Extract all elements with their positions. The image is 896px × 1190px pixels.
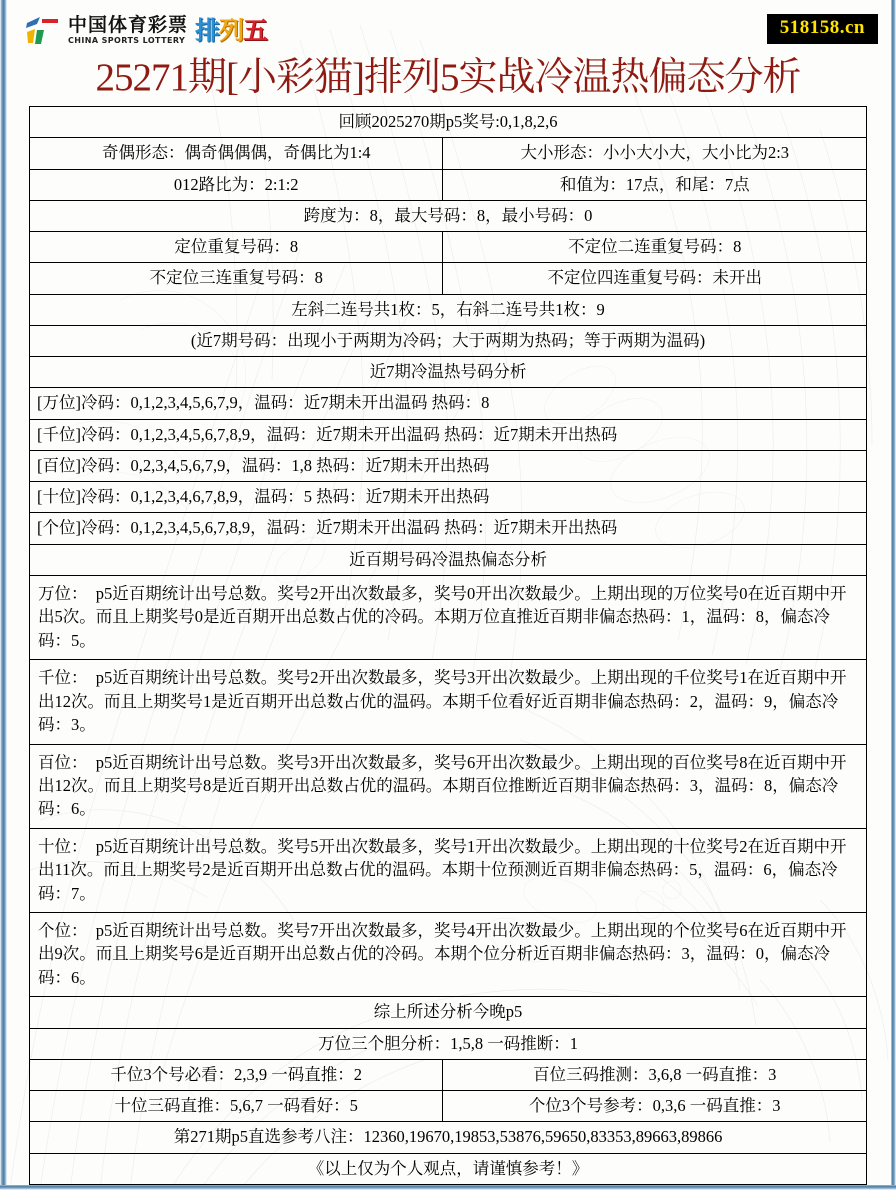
seven-period-shi: [十位]冷码：0,1,2,3,4,6,7,8,9，温码：5 热码：近7期未开出热码 [30, 482, 867, 513]
table-row-repeat-1 [30, 232, 867, 263]
seven-period-qian: [千位]冷码：0,1,2,3,4,5,6,7,8,9，温码：近7期未开出温码 热码：近7期未开出热码 [30, 419, 867, 450]
cold-warm-hot-definition: (近7期号码：出现小于两期为冷码；大于两期为热码；等于两期为温码) [30, 325, 867, 356]
disclaimer-text: 《以上仅为个人观点，请谨慎参考！》 [30, 1153, 867, 1184]
section-title-seven-period: 近7期冷温热号码分析 [30, 357, 867, 388]
seven-period-wan: [万位]冷码：0,1,2,3,4,5,6,7,9，温码：近7期未开出温码 热码：8 [30, 388, 867, 419]
pailie5-wordmark [195, 15, 268, 45]
unfixed-three-repeat-number: 不定位三连重复号码：8 [30, 263, 443, 294]
summary-ge: 个位3个号参考：0,3,6 一码直推：3 [443, 1091, 867, 1122]
right-border-strip [891, 0, 896, 1190]
bottom-border-strip [0, 1185, 896, 1190]
china-sports-lottery-logo [24, 11, 267, 49]
table-row-span [30, 200, 867, 231]
table-row-seven-bai [30, 450, 867, 481]
hundred-period-ge: 个位： p5近百期统计出号总数。奖号7开出次数最多，奖号4开出次数最少。上期出现的个位奖号6在近百期中开出9次。而且上期奖号6是近百期开出总数占优的冷码。本期个位分析近百期非偏态热码：3，温码：0，偏态冷码：6。 [30, 913, 867, 997]
span-value: 跨度为：8，最大号码：8，最小号码：0 [30, 200, 867, 231]
direct-pick-reference: 第271期p5直选参考八注：12360,19670,19853,53876,59650,83353,89663,89866 [30, 1122, 867, 1153]
table-row-repeat-2 [30, 263, 867, 294]
table-row-diagonal [30, 294, 867, 325]
table-row-shape [30, 138, 867, 169]
table-row-section-seven [30, 357, 867, 388]
table-row-hundred-ge [30, 913, 867, 997]
wordmark-char-1: 排 [195, 15, 220, 45]
table-row-seven-shi [30, 482, 867, 513]
site-url-badge: 518158.cn [767, 14, 878, 44]
lottery-emblem-icon [24, 13, 64, 47]
table-row-summary-qian-bai [30, 1059, 867, 1090]
table-row-definition [30, 325, 867, 356]
table-row-section-summary [30, 997, 867, 1028]
logo-text-block [68, 13, 189, 45]
sum-value: 和值为：17点，和尾：7点 [443, 169, 867, 200]
fixed-repeat-number: 定位重复号码：8 [30, 232, 443, 263]
table-row-hundred-bai [30, 744, 867, 828]
logo-english-name: CHINA SPORTS LOTTERY [68, 35, 186, 45]
summary-qian: 千位3个号必看：2,3,9 一码直推：2 [30, 1059, 443, 1090]
table-row-seven-qian [30, 419, 867, 450]
unfixed-two-repeat-number: 不定位二连重复号码：8 [443, 232, 867, 263]
hundred-period-wan: 万位： p5近百期统计出号总数。奖号2开出次数最多，奖号0开出次数最少。上期出现的万位奖号0在近百期中开出5次。而且上期奖号0是近百期开出总数占优的冷码。本期万位直推近百期非偏态热码：1，温码：8，偏态冷码：5。 [30, 575, 867, 659]
table-row-seven-wan [30, 388, 867, 419]
section-title-hundred-period: 近百期号码冷温热偏态分析 [30, 544, 867, 575]
left-border-strip [0, 0, 7, 1190]
wordmark-char-2: 列 [219, 15, 244, 45]
table-row-summary-wan [30, 1028, 867, 1059]
table-row-disclaimer [30, 1153, 867, 1184]
summary-wan-dan: 万位三个胆分析：1,5,8 一码推断：1 [30, 1028, 867, 1059]
table-row-hundred-shi [30, 828, 867, 912]
summary-shi: 十位三码直推：5,6,7 一码看好：5 [30, 1091, 443, 1122]
route-012-ratio: 012路比为：2:1:2 [30, 169, 443, 200]
table-row-seven-ge [30, 513, 867, 544]
table-row-route-sum [30, 169, 867, 200]
unfixed-four-repeat-number: 不定位四连重复号码：未开出 [443, 263, 867, 294]
odd-even-shape: 奇偶形态：偶奇偶偶偶，奇偶比为1:4 [30, 138, 443, 169]
hundred-period-shi: 十位： p5近百期统计出号总数。奖号5开出次数最多，奖号1开出次数最少。上期出现的十位奖号2在近百期中开出11次。而且上期奖号2是近百期开出总数占优的温码。本期十位预测近百期非偏态热码：5，温码：6，偏态冷码：7。 [30, 828, 867, 912]
big-small-shape: 大小形态：小小大小大，大小比为2:3 [443, 138, 867, 169]
wordmark-char-3: 五 [243, 15, 268, 45]
diagonal-pairs: 左斜二连号共1枚：5，右斜二连号共1枚：9 [30, 294, 867, 325]
analysis-table [29, 106, 867, 1185]
review-headline: 回顾2025270期p5奖号:0,1,8,2,6 [30, 107, 867, 138]
section-title-summary: 综上所述分析今晚p5 [30, 997, 867, 1028]
page-title: 25271期[小彩猫]排列5实战冷温热偏态分析 [95, 56, 801, 99]
table-row-hundred-qian [30, 660, 867, 744]
table-row-summary-shi-ge [30, 1091, 867, 1122]
page-header [0, 0, 896, 58]
seven-period-bai: [百位]冷码：0,2,3,4,5,6,7,9，温码：1,8 热码：近7期未开出热码 [30, 450, 867, 481]
table-row-direct-pick [30, 1122, 867, 1153]
logo-chinese-name: 中国体育彩票 [68, 13, 189, 36]
table-row-section-hundred [30, 544, 867, 575]
summary-bai: 百位三码推测：3,6,8 一码直推：3 [443, 1059, 867, 1090]
hundred-period-bai: 百位： p5近百期统计出号总数。奖号3开出次数最多，奖号6开出次数最少。上期出现的百位奖号8在近百期中开出12次。而且上期奖号8是近百期开出总数占优的温码。本期百位推断近百期非偏态热码：3，温码：8，偏态冷码：6。 [30, 744, 867, 828]
seven-period-ge: [个位]冷码：0,1,2,3,4,5,6,7,8,9，温码：近7期未开出温码 热码：近7期未开出热码 [30, 513, 867, 544]
table-row-review-headline [30, 107, 867, 138]
table-row-hundred-wan [30, 575, 867, 659]
hundred-period-qian: 千位： p5近百期统计出号总数。奖号2开出次数最多，奖号3开出次数最少。上期出现的千位奖号1在近百期中开出12次。而且上期奖号1是近百期开出总数占优的温码。本期千位看好近百期非偏态热码：2，温码：9，偏态冷码：3。 [30, 660, 867, 744]
